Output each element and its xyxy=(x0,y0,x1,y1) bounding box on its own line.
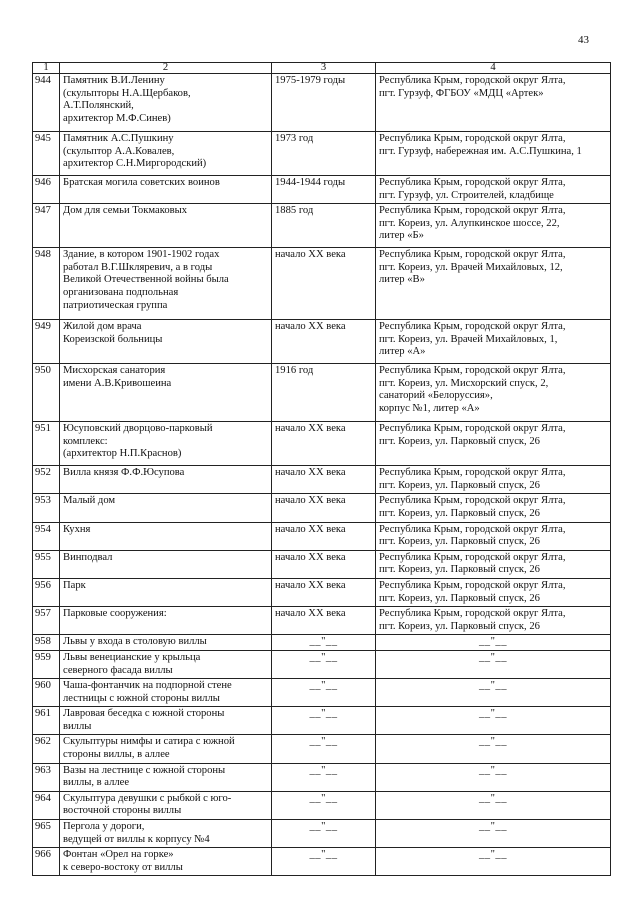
object-address xyxy=(376,466,611,494)
object-address-line: пгт. Кореиз, ул. Мисхорский спуск, 2, xyxy=(379,377,549,389)
object-address xyxy=(376,791,611,819)
object-name-line: Пергола у дороги, xyxy=(63,821,145,833)
object-name-line: Юсуповский дворцово-парковый xyxy=(63,423,213,435)
object-address xyxy=(376,248,611,320)
object-address xyxy=(376,422,611,466)
object-date: __"__ xyxy=(272,791,376,819)
row-number: 962 xyxy=(33,735,60,763)
table-row xyxy=(33,132,611,176)
table-row xyxy=(33,791,611,819)
object-address xyxy=(376,364,611,422)
object-address-line: Республика Крым, городской округ Ялта, xyxy=(379,133,566,144)
object-name-line: к северо-востоку от виллы xyxy=(63,861,183,873)
object-name-line: Памятник В.И.Ленину xyxy=(63,75,165,86)
table-row xyxy=(33,820,611,848)
object-name-line: Парковые сооружения: xyxy=(63,608,167,620)
object-name xyxy=(60,422,272,466)
object-address xyxy=(376,550,611,578)
object-name xyxy=(60,248,272,320)
table-row xyxy=(33,248,611,320)
object-name-line: Великой Отечественной войны была xyxy=(63,274,229,286)
object-address-line: Республика Крым, городской округ Ялта, xyxy=(379,551,566,563)
object-name-line: Скульптуры нимфы и сатира с южной xyxy=(63,736,235,748)
row-number: 964 xyxy=(33,791,60,819)
row-number: 946 xyxy=(33,176,60,204)
object-name-line: Здание, в котором 1901-1902 годах xyxy=(63,249,220,261)
object-name-line: Мисхорская санатория xyxy=(63,365,166,377)
table-row xyxy=(33,422,611,466)
object-address-line: пгт. Кореиз, ул. Парковый спуск, 26 xyxy=(379,507,540,519)
object-address xyxy=(376,735,611,763)
object-address xyxy=(376,204,611,248)
object-address-line: __"__ xyxy=(478,680,507,692)
object-address-line: Республика Крым, городской округ Ялта, xyxy=(379,523,566,535)
table-row xyxy=(33,176,611,204)
object-date: __"__ xyxy=(272,679,376,707)
object-name-line: Вазы на лестнице с южной стороны xyxy=(63,764,226,776)
table-row xyxy=(33,466,611,494)
table-row xyxy=(33,679,611,707)
object-name-line: А.Т.Полянский, xyxy=(63,100,134,112)
object-name-line: патриотическая группа xyxy=(63,299,168,311)
object-address-line: Республика Крым, городской округ Ялта, xyxy=(379,365,566,377)
row-number: 947 xyxy=(33,204,60,248)
row-number: 960 xyxy=(33,679,60,707)
object-address xyxy=(376,494,611,522)
object-date: начало XX века xyxy=(272,494,376,522)
row-number: 950 xyxy=(33,364,60,422)
object-address xyxy=(376,763,611,791)
object-name-line: северного фасада виллы xyxy=(63,664,173,676)
object-address-line: пгт. Кореиз, ул. Врачей Михайловых, 12, xyxy=(379,261,563,273)
object-date: начало XX века xyxy=(272,320,376,364)
object-address-line: пгт. Кореиз, ул. Врачей Михайловых, 1, xyxy=(379,333,558,345)
object-name-line: архитектор М.Ф.Синев) xyxy=(63,112,171,124)
object-address-line: пгт. Кореиз, ул. Парковый спуск, 26 xyxy=(379,479,540,491)
object-name xyxy=(60,364,272,422)
object-name xyxy=(60,607,272,635)
object-name xyxy=(60,763,272,791)
object-address-line: Республика Крым, городской округ Ялта, xyxy=(379,249,566,261)
object-address-line: Республика Крым, городской округ Ялта, xyxy=(379,205,566,217)
object-name-line: Малый дом xyxy=(63,495,116,507)
object-date: начало XX века xyxy=(272,607,376,635)
object-address xyxy=(376,707,611,735)
object-address xyxy=(376,820,611,848)
row-number: 953 xyxy=(33,494,60,522)
object-name-line: Кухня xyxy=(63,523,91,535)
object-name xyxy=(60,848,272,876)
object-name xyxy=(60,176,272,204)
object-name-line: восточной стороны виллы xyxy=(63,805,182,817)
table-header-row xyxy=(33,63,611,74)
object-name-line: виллы xyxy=(63,720,92,732)
object-date: __"__ xyxy=(272,820,376,848)
object-address-line: Республика Крым, городской округ Ялта, xyxy=(379,177,566,188)
object-address xyxy=(376,650,611,678)
object-date: __"__ xyxy=(272,635,376,651)
row-number: 966 xyxy=(33,848,60,876)
object-name-line: Памятник А.С.Пушкину xyxy=(63,133,174,144)
row-number: 956 xyxy=(33,578,60,606)
object-address-line: санаторий «Белоруссия», xyxy=(379,390,493,402)
object-name xyxy=(60,320,272,364)
object-name-line: архитектор С.Н.Миргородский) xyxy=(63,158,207,170)
object-date: __"__ xyxy=(272,650,376,678)
row-number: 957 xyxy=(33,607,60,635)
row-number: 952 xyxy=(33,466,60,494)
object-address xyxy=(376,132,611,176)
object-address-line: литер «Б» xyxy=(379,230,424,242)
object-date: начало XX века xyxy=(272,422,376,466)
row-number: 948 xyxy=(33,248,60,320)
page-number: 43 xyxy=(578,34,589,46)
object-name-line: Кореизской больницы xyxy=(63,333,163,345)
column-header: 2 xyxy=(60,63,272,74)
object-name xyxy=(60,494,272,522)
object-name-line: комплекс: xyxy=(63,435,108,447)
object-name-line: ведущей от виллы к корпусу №4 xyxy=(63,833,210,845)
object-address-line: __"__ xyxy=(478,708,507,720)
object-name xyxy=(60,707,272,735)
row-number: 959 xyxy=(33,650,60,678)
object-address-line: Республика Крым, городской округ Ялта, xyxy=(379,608,566,620)
object-name-line: (скульптор А.А.Ковалев, xyxy=(63,145,175,157)
column-header: 3 xyxy=(272,63,376,74)
object-address-line: Республика Крым, городской округ Ялта, xyxy=(379,467,566,479)
table-body xyxy=(33,63,611,876)
object-name xyxy=(60,578,272,606)
object-address-line: пгт. Кореиз, ул. Парковый спуск, 26 xyxy=(379,435,540,447)
object-address-line: Республика Крым, городской округ Ялта, xyxy=(379,423,566,435)
object-address-line: Республика Крым, городской округ Ялта, xyxy=(379,75,566,86)
table-row xyxy=(33,848,611,876)
table-row xyxy=(33,707,611,735)
table-row xyxy=(33,650,611,678)
object-name-line: Лавровая беседка с южной стороны xyxy=(63,708,225,720)
object-date: __"__ xyxy=(272,848,376,876)
object-date: 1975-1979 годы xyxy=(272,74,376,132)
column-header: 1 xyxy=(33,63,60,74)
object-address-line: пгт. Кореиз, ул. Парковый спуск, 26 xyxy=(379,592,540,604)
object-address-line: Республика Крым, городской округ Ялта, xyxy=(379,495,566,507)
object-name-line: Вилла князя Ф.Ф.Юсупова xyxy=(63,467,185,479)
table-row xyxy=(33,607,611,635)
object-date: 1973 год xyxy=(272,132,376,176)
object-name-line: организована подпольная xyxy=(63,286,179,298)
row-number: 961 xyxy=(33,707,60,735)
table-row xyxy=(33,735,611,763)
object-date: __"__ xyxy=(272,763,376,791)
object-name-line: Дом для семьи Токмаковых xyxy=(63,205,188,217)
object-name-line: Чаша-фонтанчик на подпорной стене xyxy=(63,680,232,692)
table-row xyxy=(33,494,611,522)
object-address-line: __"__ xyxy=(478,821,507,833)
object-address-line: литер «В» xyxy=(379,274,425,286)
object-name xyxy=(60,791,272,819)
object-name-line: Жилой дом врача xyxy=(63,321,142,333)
object-address-line: пгт. Гурзуф, ул. Строителей, кладбище xyxy=(379,189,554,201)
object-address-line: пгт. Кореиз, ул. Парковый спуск, 26 xyxy=(379,620,540,632)
object-name xyxy=(60,820,272,848)
object-address xyxy=(376,74,611,132)
row-number: 951 xyxy=(33,422,60,466)
object-address xyxy=(376,578,611,606)
row-number: 944 xyxy=(33,74,60,132)
object-name xyxy=(60,204,272,248)
object-date: начало XX века xyxy=(272,522,376,550)
object-address-line: пгт. Гурзуф, ФГБОУ «МДЦ «Артек» xyxy=(379,87,544,99)
table-row xyxy=(33,522,611,550)
object-date: 1944-1944 годы xyxy=(272,176,376,204)
object-address-line: Республика Крым, городской округ Ялта, xyxy=(379,321,566,333)
object-name-line: виллы, в аллее xyxy=(63,777,130,789)
row-number: 955 xyxy=(33,550,60,578)
object-address-line: пгт. Гурзуф, набережная им. А.С.Пушкина, 1 xyxy=(379,145,582,157)
object-date: начало XX века xyxy=(272,550,376,578)
object-address-line: пгт. Кореиз, ул. Парковый спуск, 26 xyxy=(379,536,540,548)
object-address-line: __"__ xyxy=(478,792,507,804)
object-address-line: __"__ xyxy=(478,736,507,748)
object-address-line: __"__ xyxy=(478,651,507,663)
object-address-line: __"__ xyxy=(478,636,507,648)
object-address xyxy=(376,848,611,876)
object-name-line: Фонтан «Орел на горке» xyxy=(63,849,174,861)
object-date: __"__ xyxy=(272,735,376,763)
object-name-line: (архитектор Н.П.Краснов) xyxy=(63,448,182,460)
object-name xyxy=(60,132,272,176)
row-number: 954 xyxy=(33,522,60,550)
object-name-line: Братская могила советских воинов xyxy=(63,177,220,188)
object-name xyxy=(60,635,272,651)
object-date: 1916 год xyxy=(272,364,376,422)
row-number: 965 xyxy=(33,820,60,848)
object-address-line: литер «А» xyxy=(379,346,426,358)
object-address-line: пгт. Кореиз, ул. Парковый спуск, 26 xyxy=(379,564,540,576)
object-address xyxy=(376,522,611,550)
object-name-line: лестницы с южной стороны виллы xyxy=(63,692,220,704)
object-date: начало XX века xyxy=(272,578,376,606)
object-address xyxy=(376,635,611,651)
table-row xyxy=(33,320,611,364)
table-row xyxy=(33,364,611,422)
object-address xyxy=(376,320,611,364)
object-address-line: Республика Крым, городской округ Ялта, xyxy=(379,579,566,591)
object-name xyxy=(60,74,272,132)
table-row xyxy=(33,578,611,606)
row-number: 949 xyxy=(33,320,60,364)
object-name xyxy=(60,735,272,763)
object-address-line: пгт. Кореиз, ул. Алупкинское шоссе, 22, xyxy=(379,217,560,229)
object-name xyxy=(60,522,272,550)
object-address-line: __"__ xyxy=(478,764,507,776)
row-number: 945 xyxy=(33,132,60,176)
object-name-line: (скульпторы Н.А.Щербаков, xyxy=(63,87,191,99)
object-date: начало XX века xyxy=(272,248,376,320)
object-address xyxy=(376,607,611,635)
object-address-line: корпус №1, литер «А» xyxy=(379,402,480,414)
object-date: начало XX века xyxy=(272,466,376,494)
object-name xyxy=(60,679,272,707)
object-name xyxy=(60,550,272,578)
object-name-line: работал В.Г.Шкляревич, а в годы xyxy=(63,261,213,273)
table-row xyxy=(33,204,611,248)
object-name-line: Львы у входа в столовую виллы xyxy=(63,636,207,648)
table-row xyxy=(33,550,611,578)
object-name-line: имени А.В.Кривошеина xyxy=(63,377,172,389)
object-date: __"__ xyxy=(272,707,376,735)
object-name-line: стороны виллы, в аллее xyxy=(63,749,170,761)
object-name-line: Скульптура девушки с рыбкой с юго- xyxy=(63,792,232,804)
row-number: 958 xyxy=(33,635,60,651)
table-row xyxy=(33,635,611,651)
object-name xyxy=(60,650,272,678)
object-address xyxy=(376,679,611,707)
column-header: 4 xyxy=(376,63,611,74)
table-row xyxy=(33,74,611,132)
object-address-line: __"__ xyxy=(478,849,507,861)
object-date: 1885 год xyxy=(272,204,376,248)
object-name-line: Парк xyxy=(63,579,86,591)
object-address xyxy=(376,176,611,204)
monuments-table xyxy=(32,62,611,876)
object-name xyxy=(60,466,272,494)
row-number: 963 xyxy=(33,763,60,791)
table-row xyxy=(33,763,611,791)
object-name-line: Винподвал xyxy=(63,551,113,563)
object-name-line: Львы венецианские у крыльца xyxy=(63,651,201,663)
